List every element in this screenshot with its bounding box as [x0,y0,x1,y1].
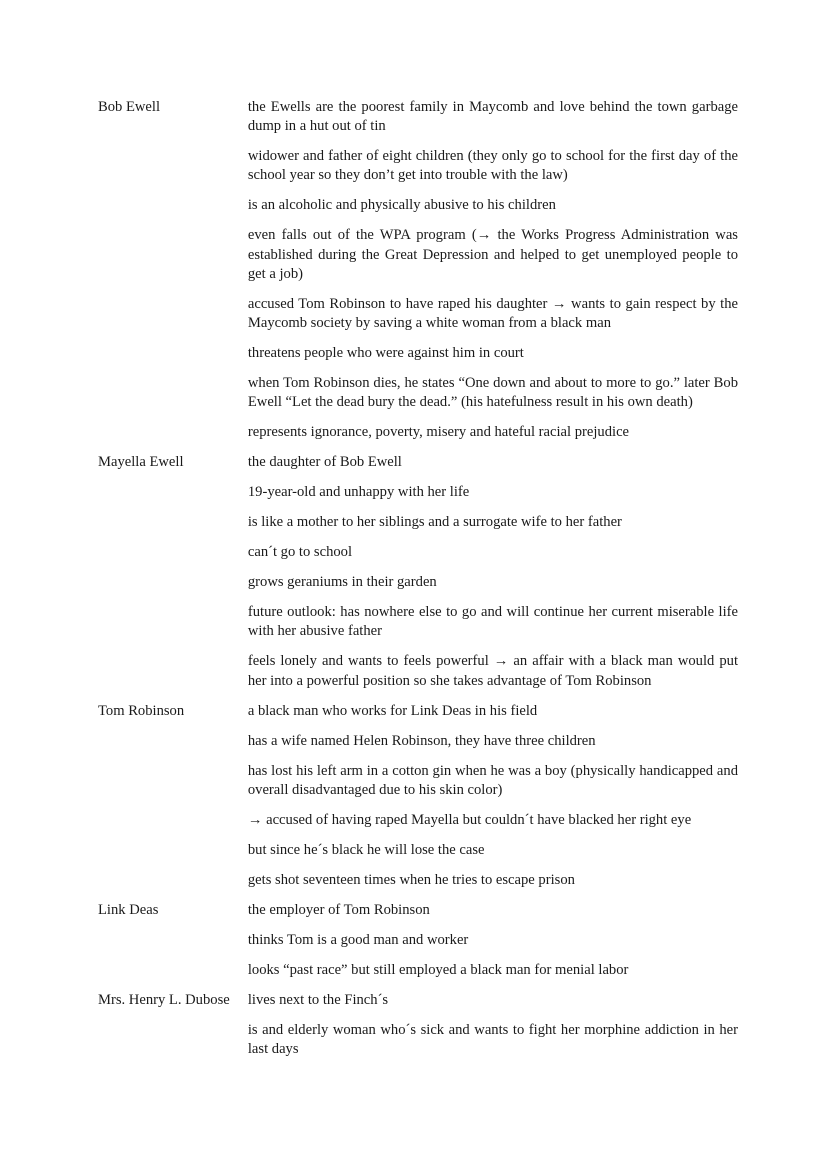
trait-paragraph: has a wife named Helen Robinson, they have three children [247,732,596,749]
character-row [98,901,738,991]
trait-paragraph: gets shot seventeen times when he tries to escape prison [247,871,575,888]
trait-paragraph: 19-year-old and unhappy with her life [247,484,470,501]
trait-paragraph: can´t go to school [247,544,353,561]
trait-paragraph: future outlook: has nowhere else to go and will continue her current miserable life with her abusive father [247,604,738,640]
character-row [98,991,738,1070]
character-name: Mayella Ewell [98,454,184,471]
character-name-cell [98,98,248,453]
trait-paragraph: represents ignorance, poverty, misery and hateful racial prejudice [247,424,630,441]
character-traits-cell [248,901,738,991]
trait-paragraph: → accused of having raped Mayella but couldn´t have blacked her right eye [247,811,692,828]
trait-paragraph: is like a mother to her siblings and a surrogate wife to her father [247,514,622,531]
character-table-body [98,98,738,1070]
character-traits-cell [248,991,738,1070]
trait-paragraph: thinks Tom is a good man and worker [247,931,469,948]
trait-paragraph: even falls out of the WPA program (→ the Works Progress Administration was established during the Great Depression and helped to get unemployed people to get a job) [247,227,738,282]
character-row [98,702,738,901]
character-table [98,98,738,1070]
trait-paragraph: accused Tom Robinson to have raped his daughter → wants to gain respect by the Maycomb society by saving a white woman from a black man [247,295,738,332]
trait-paragraph: a black man who works for Link Deas in his field [247,702,538,719]
trait-paragraph: is an alcoholic and physically abusive to his children [247,197,556,214]
character-name-cell [98,991,248,1070]
character-row [98,98,738,453]
character-row [98,453,738,701]
trait-paragraph: the Ewells are the poorest family in Maycomb and love behind the town garbage dump in a hut out of tin [247,99,738,135]
character-name: Mrs. Henry L. Dubose [98,991,230,1008]
character-name-cell [98,901,248,991]
character-traits-cell [248,702,738,901]
character-name-cell [98,702,248,901]
trait-paragraph: the employer of Tom Robinson [247,901,430,918]
trait-paragraph: looks “past race” but still employed a black man for menial labor [247,961,629,978]
trait-paragraph: the daughter of Bob Ewell [247,454,402,471]
trait-paragraph: lives next to the Finch´s [247,991,389,1008]
trait-paragraph: when Tom Robinson dies, he states “One down and about to more to go.” later Bob Ewell “Let the dead bury the dead.” (his hatefulness result in his own death) [247,375,738,411]
trait-paragraph: threatens people who were against him in court [247,345,524,362]
trait-paragraph: has lost his left arm in a cotton gin when he was a boy (physically handicapped and overall disadvantaged due to his skin color) [247,762,738,798]
trait-paragraph: grows geraniums in their garden [247,574,437,591]
document-page [98,98,738,1070]
trait-paragraph: but since he´s black he will lose the case [247,841,485,858]
character-name: Bob Ewell [98,99,161,115]
trait-paragraph: is and elderly woman who´s sick and wants to fight her morphine addiction in her last days [247,1021,738,1058]
character-traits-cell [248,453,738,701]
character-name-cell [98,453,248,701]
character-traits-cell [248,98,738,453]
trait-paragraph: feels lonely and wants to feels powerful → an affair with a black man would put her into a powerful position so she takes advantage of Tom Robinson [247,653,738,689]
character-name: Tom Robinson [98,702,185,719]
trait-paragraph: widower and father of eight children (they only go to school for the first day of the school year so they don’t get into trouble with the law) [247,148,738,184]
character-name: Link Deas [98,901,159,918]
